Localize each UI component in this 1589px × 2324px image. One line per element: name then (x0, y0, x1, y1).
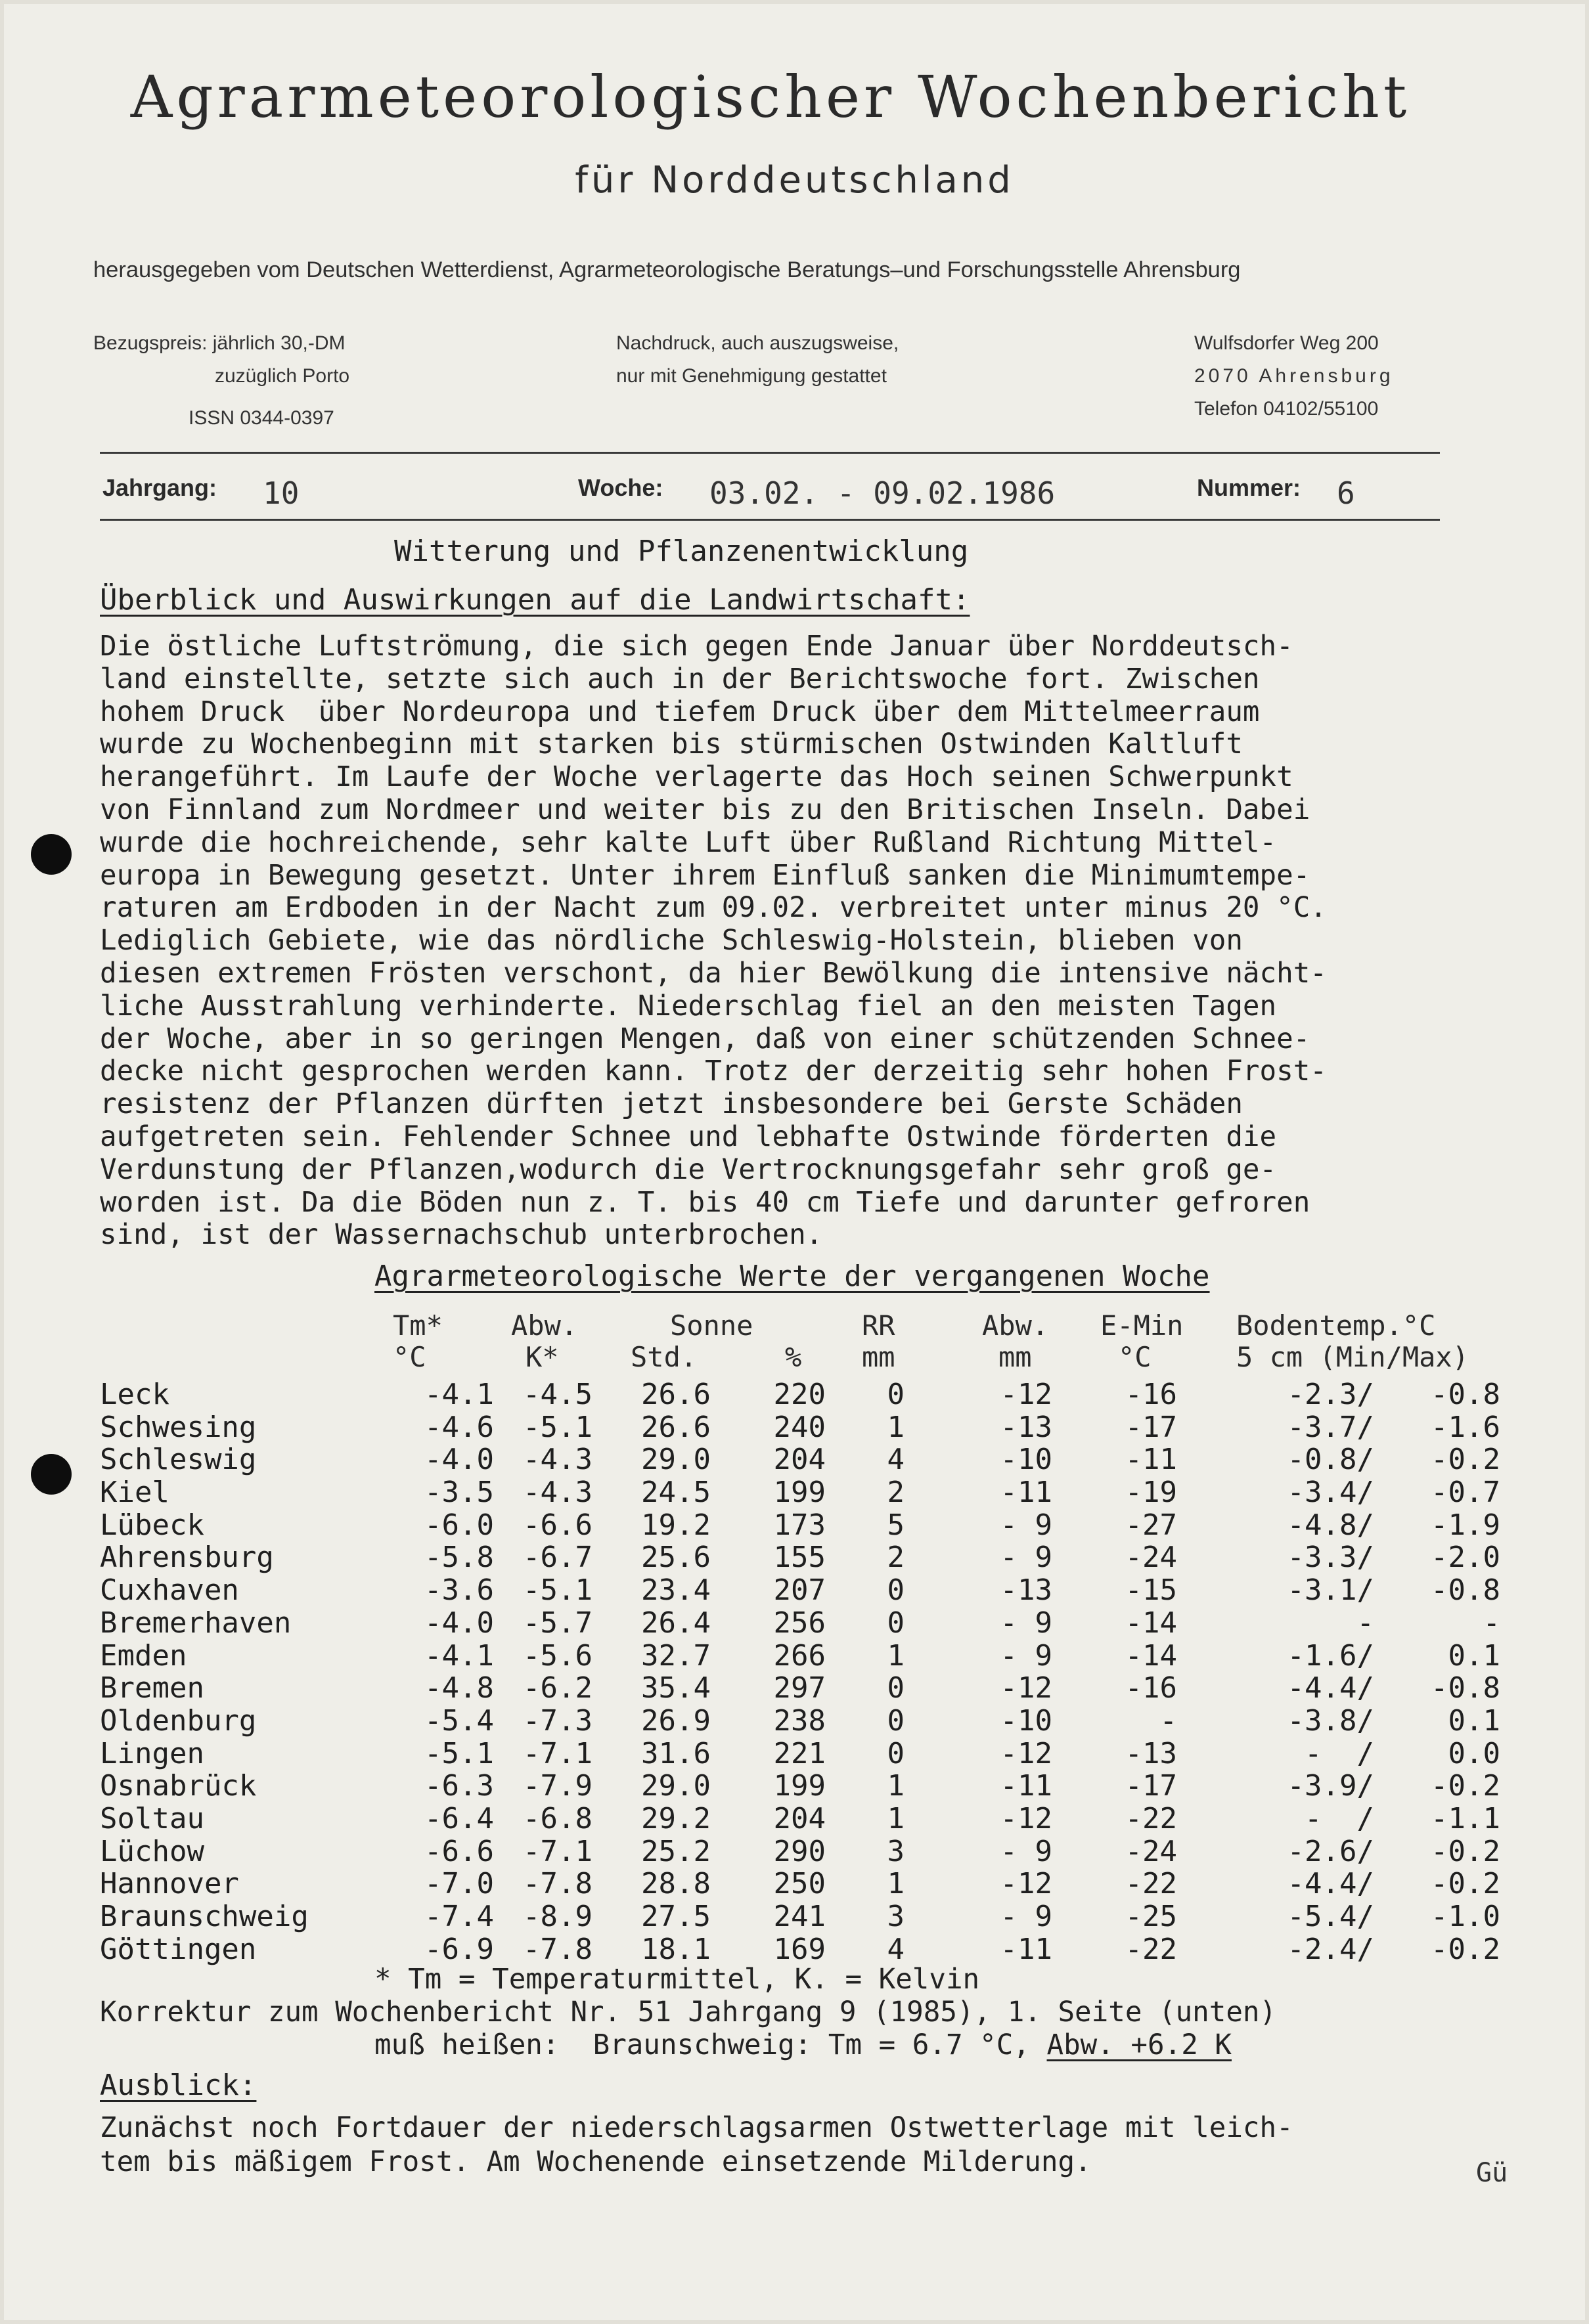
punch-hole-bottom (31, 1454, 72, 1495)
paragraph-line: der Woche, aber in so geringen Mengen, daß von einer schützenden Schnee- (100, 1022, 1310, 1055)
paragraph-line: europa in Bewegung gesetzt. Unter ihrem Einfluß sanken die Minimumtempe- (100, 859, 1310, 892)
cell-abw-k: -6.7 (523, 1541, 593, 1575)
cell-ground-min: -24 (1125, 1834, 1177, 1868)
header-rule-top (100, 452, 1440, 454)
cell-sun-percent: 204 (773, 1801, 826, 1835)
cell-sun-percent: 173 (773, 1508, 826, 1542)
cell-sun-percent: 220 (773, 1378, 826, 1411)
table-row (100, 1802, 1545, 1835)
cell-precip-deviation: -12 (1000, 1801, 1052, 1835)
cell-abw-k: -7.8 (523, 1867, 593, 1901)
hdr-bodentemp: Bodentemp.°C (1236, 1309, 1436, 1342)
cell-precip-deviation: -12 (1000, 1736, 1052, 1770)
table-row (100, 1769, 1545, 1802)
jahrgang-value: 10 (263, 475, 300, 511)
cell-sun-hours: 28.8 (641, 1867, 711, 1901)
station-name: Lingen (100, 1736, 204, 1770)
cell-soil-max: 0.1 (1448, 1703, 1500, 1738)
cell-sun-percent: 240 (773, 1410, 826, 1444)
cell-sun-hours: 26.6 (641, 1378, 711, 1411)
price-block (93, 327, 349, 435)
table-title: Agrarmeteorologische Werte der vergangenen Woche (374, 1260, 1210, 1293)
cell-precip-deviation: -10 (1000, 1443, 1052, 1477)
cell-precip: 0 (887, 1703, 905, 1738)
cell-soil-min: -0.8/ (1287, 1443, 1374, 1477)
cell-precip-deviation: -12 (1000, 1671, 1052, 1705)
cell-precip: 3 (887, 1834, 905, 1868)
hdr-sonne-pct: % (785, 1341, 802, 1373)
cell-soil-min: -3.7/ (1287, 1410, 1374, 1444)
paragraph-line: aufgetreten sein. Fehlender Schnee und lebhafte Ostwinde förderten die (100, 1120, 1277, 1153)
cell-precip: 3 (887, 1900, 905, 1933)
station-name: Soltau (100, 1801, 204, 1835)
table-footnote: * Tm = Temperaturmittel, K. = Kelvin (374, 1963, 980, 1996)
station-name: Hannover (100, 1867, 239, 1901)
cell-soil-max: 0.0 (1448, 1736, 1500, 1770)
cell-sun-percent: 155 (773, 1541, 826, 1575)
cell-precip-deviation: - 9 (1000, 1900, 1052, 1933)
paragraph-line: resistenz der Pflanzen dürften jetzt insbesondere bei Gerste Schäden (100, 1088, 1243, 1121)
cell-sun-hours: 25.6 (641, 1541, 711, 1575)
cell-abw-k: -4.3 (523, 1443, 593, 1477)
document-subtitle: für Norddeutschland (575, 159, 1014, 202)
cell-soil-min: -5.4/ (1287, 1900, 1374, 1933)
table-row (100, 1508, 1545, 1541)
report-heading: Witterung und Pflanzenentwicklung (394, 535, 969, 568)
cell-soil-max: -1.9 (1431, 1508, 1500, 1542)
cell-ground-min: -16 (1125, 1671, 1177, 1705)
cell-precip: 2 (887, 1541, 905, 1575)
cell-soil-max: -0.2 (1431, 1769, 1500, 1803)
cell-abw-k: -5.7 (523, 1606, 593, 1640)
cell-sun-percent: 238 (773, 1703, 826, 1738)
hdr-abw-mm: Abw. (982, 1309, 1049, 1342)
cell-soil-max: -0.7 (1431, 1476, 1500, 1510)
cell-sun-hours: 19.2 (641, 1508, 711, 1542)
overview-paragraph (100, 630, 1327, 1252)
cell-precip: 1 (887, 1801, 905, 1835)
cell-precip: 1 (887, 1638, 905, 1673)
cell-tm: -4.1 (424, 1378, 494, 1411)
hdr-rr: RR (862, 1309, 895, 1342)
cell-soil-max: -1.1 (1431, 1801, 1500, 1835)
cell-soil-min: -3.3/ (1287, 1541, 1374, 1575)
cell-soil-min: -4.4/ (1287, 1671, 1374, 1705)
cell-soil-max: -0.8 (1431, 1573, 1500, 1608)
station-name: Bremen (100, 1671, 204, 1705)
cell-sun-percent: 290 (773, 1834, 826, 1868)
nummer-label: Nummer: (1197, 474, 1301, 501)
cell-soil-max: -0.2 (1431, 1867, 1500, 1901)
cell-soil-max: -0.8 (1431, 1671, 1500, 1705)
cell-soil-max: -0.8 (1431, 1378, 1500, 1411)
station-name: Leck (100, 1378, 169, 1411)
cell-tm: -5.1 (424, 1736, 494, 1770)
cell-soil-min: - / (1305, 1801, 1374, 1835)
table-row (100, 1541, 1545, 1573)
woche-value: 03.02. - 09.02.1986 (709, 475, 1056, 511)
cell-soil-max: -1.6 (1431, 1410, 1500, 1444)
station-name: Göttingen (100, 1932, 257, 1966)
hdr-tm: Tm* (393, 1309, 443, 1342)
table-row (100, 1476, 1545, 1508)
table-row (100, 1639, 1545, 1672)
cell-soil-min: -3.8/ (1287, 1703, 1374, 1738)
cell-abw-k: -4.5 (523, 1378, 593, 1411)
paragraph-line: von Finnland zum Nordmeer und weiter bis zu den Britischen Inseln. Dabei (100, 793, 1310, 826)
cell-tm: -6.3 (424, 1769, 494, 1803)
table-row (100, 1933, 1545, 1965)
cell-abw-k: -6.6 (523, 1508, 593, 1542)
cell-tm: -6.4 (424, 1801, 494, 1835)
correction-text: muß heißen: Braunschweig: Tm = 6.7 °C, (374, 2029, 1047, 2061)
cell-soil-min: -3.1/ (1287, 1573, 1374, 1608)
paragraph-line: sind, ist der Wassernachschub unterbrochen. (100, 1219, 823, 1252)
cell-ground-min: -22 (1125, 1801, 1177, 1835)
station-name: Ahrensburg (100, 1541, 274, 1575)
station-name: Osnabrück (100, 1769, 257, 1803)
paragraph-line: raturen am Erdboden in der Nacht zum 09.02. verbreitet unter minus 20 °C. (100, 892, 1327, 925)
cell-sun-percent: 266 (773, 1638, 826, 1673)
table-row (100, 1704, 1545, 1737)
cell-abw-k: -4.3 (523, 1476, 593, 1510)
cell-abw-k: -6.8 (523, 1801, 593, 1835)
cell-sun-percent: 297 (773, 1671, 826, 1705)
hdr-abw-unit: K* (526, 1341, 559, 1373)
cell-precip: 1 (887, 1769, 905, 1803)
station-name: Lübeck (100, 1508, 204, 1542)
paragraph-line: Verdunstung der Pflanzen,wodurch die Vertrocknungsgefahr sehr groß ge- (100, 1153, 1277, 1186)
cell-ground-min: -22 (1125, 1867, 1177, 1901)
cell-precip-deviation: -13 (1000, 1573, 1052, 1608)
station-name: Oldenburg (100, 1703, 257, 1738)
cell-tm: -6.0 (424, 1508, 494, 1542)
cell-sun-percent: 207 (773, 1573, 826, 1608)
station-name: Kiel (100, 1476, 169, 1510)
cell-sun-percent: 221 (773, 1736, 826, 1770)
cell-precip-deviation: -11 (1000, 1932, 1052, 1966)
cell-precip: 0 (887, 1671, 905, 1705)
cell-ground-min: -13 (1125, 1736, 1177, 1770)
cell-soil-max: -0.2 (1431, 1834, 1500, 1868)
cell-soil-min: -2.6/ (1287, 1834, 1374, 1868)
nummer-value: 6 (1337, 475, 1355, 511)
paragraph-line: diesen extremen Frösten verschont, da hier Bewölkung die intensive nächt- (100, 957, 1327, 990)
table-row (100, 1573, 1545, 1606)
cell-soil-max: -2.0 (1431, 1541, 1500, 1575)
hdr-tm-unit: °C (393, 1341, 426, 1373)
paragraph-line: wurde die hochreichende, sehr kalte Luft über Rußland Richtung Mittel- (100, 826, 1277, 859)
cell-precip-deviation: - 9 (1000, 1606, 1052, 1640)
cell-tm: -6.6 (424, 1834, 494, 1868)
cell-precip-deviation: - 9 (1000, 1508, 1052, 1542)
cell-abw-k: -6.2 (523, 1671, 593, 1705)
cell-sun-hours: 18.1 (641, 1932, 711, 1966)
cell-precip-deviation: - 9 (1000, 1541, 1052, 1575)
hdr-emin: E-Min (1100, 1309, 1184, 1342)
cell-abw-k: -5.1 (523, 1410, 593, 1444)
cell-tm: -4.0 (424, 1606, 494, 1640)
document-title: Agrarmeteorologischer Wochenbericht (130, 63, 1411, 131)
cell-precip: 2 (887, 1476, 905, 1510)
table-row (100, 1411, 1545, 1443)
hdr-abw-mm-unit: mm (998, 1341, 1032, 1373)
weather-table (100, 1378, 1545, 1965)
address-street: Wulfsdorfer Weg 200 (1194, 332, 1379, 354)
cell-soil-min: -3.9/ (1287, 1769, 1374, 1803)
cell-precip-deviation: -12 (1000, 1378, 1052, 1411)
cell-soil-max: -0.2 (1431, 1932, 1500, 1966)
cell-tm: -5.8 (424, 1541, 494, 1575)
table-row (100, 1737, 1545, 1770)
cell-precip: 1 (887, 1867, 905, 1901)
cell-sun-hours: 29.0 (641, 1443, 711, 1477)
cell-abw-k: -7.1 (523, 1736, 593, 1770)
cell-precip: 0 (887, 1736, 905, 1770)
cell-sun-percent: 199 (773, 1476, 826, 1510)
reprint-notice (616, 327, 899, 393)
woche-label: Woche: (578, 474, 663, 501)
cell-sun-hours: 29.0 (641, 1769, 711, 1803)
cell-tm: -6.9 (424, 1932, 494, 1966)
hdr-rr-unit: mm (862, 1341, 895, 1373)
jahrgang-label: Jahrgang: (102, 474, 217, 501)
cell-ground-min: -14 (1125, 1606, 1177, 1640)
section-outlook-title: Ausblick: (100, 2069, 257, 2102)
hdr-abw: Abw. (511, 1309, 578, 1342)
station-name: Cuxhaven (100, 1573, 239, 1608)
cell-sun-hours: 23.4 (641, 1573, 711, 1608)
cell-abw-k: -7.3 (523, 1703, 593, 1738)
price-line: Bezugspreis: jährlich 30,-DM (93, 332, 346, 354)
cell-precip: 5 (887, 1508, 905, 1542)
issn-line: ISSN 0344-0397 (189, 407, 334, 429)
hdr-sonne-std: Std. (631, 1341, 698, 1373)
cell-sun-hours: 27.5 (641, 1900, 711, 1933)
cell-tm: -4.1 (424, 1638, 494, 1673)
cell-soil-min: -3.4/ (1287, 1476, 1374, 1510)
signature-initials: Gü (1476, 2158, 1508, 2188)
cell-abw-k: -5.6 (523, 1638, 593, 1673)
paragraph-line: herangeführt. Im Laufe der Woche verlagerte das Hoch seinen Schwerpunkt (100, 761, 1293, 794)
table-row (100, 1671, 1545, 1704)
cell-soil-min: - / (1305, 1736, 1374, 1770)
cell-soil-min: -1.6/ (1287, 1638, 1374, 1673)
cell-sun-percent: 256 (773, 1606, 826, 1640)
cell-tm: -3.6 (424, 1573, 494, 1608)
outlook-line-1: Zunächst noch Fortdauer der niederschlagsarmen Ostwetterlage mit leich- (100, 2112, 1293, 2144)
table-row (100, 1900, 1545, 1933)
cell-ground-min: -27 (1125, 1508, 1177, 1542)
cell-abw-k: -8.9 (523, 1900, 593, 1933)
station-name: Emden (100, 1638, 187, 1673)
cell-sun-hours: 26.6 (641, 1410, 711, 1444)
cell-tm: -5.4 (424, 1703, 494, 1738)
paragraph-line: Lediglich Gebiete, wie das nördliche Schleswig-Holstein, blieben von (100, 925, 1243, 957)
cell-precip-deviation: - 9 (1000, 1834, 1052, 1868)
cell-abw-k: -7.1 (523, 1834, 593, 1868)
cell-ground-min: -24 (1125, 1541, 1177, 1575)
cell-precip: 4 (887, 1932, 905, 1966)
cell-soil-max: -0.2 (1431, 1443, 1500, 1477)
cell-ground-min: -17 (1125, 1769, 1177, 1803)
cell-soil-min: - (1356, 1606, 1374, 1640)
cell-sun-hours: 24.5 (641, 1476, 711, 1510)
cell-precip-deviation: -12 (1000, 1867, 1052, 1901)
cell-soil-max: 0.1 (1448, 1638, 1500, 1673)
paragraph-line: Die östliche Luftströmung, die sich gegen Ende Januar über Norddeutsch- (100, 630, 1293, 663)
hdr-emin-unit: °C (1118, 1341, 1152, 1373)
paragraph-line: liche Ausstrahlung verhinderte. Niederschlag fiel an den meisten Tagen (100, 990, 1277, 1022)
cell-precip: 0 (887, 1606, 905, 1640)
punch-hole-top (31, 834, 72, 875)
cell-ground-min: -15 (1125, 1573, 1177, 1608)
cell-tm: -4.0 (424, 1443, 494, 1477)
cell-ground-min: -22 (1125, 1932, 1177, 1966)
cell-precip-deviation: -10 (1000, 1703, 1052, 1738)
hdr-bodentemp-unit: 5 cm (Min/Max) (1236, 1341, 1469, 1373)
station-name: Bremerhaven (100, 1606, 292, 1640)
cell-ground-min: -17 (1125, 1410, 1177, 1444)
table-row (100, 1835, 1545, 1868)
cell-precip-deviation: -13 (1000, 1410, 1052, 1444)
header-rule-bottom (100, 519, 1440, 521)
address-city: 2070 Ahrensburg (1194, 365, 1394, 387)
cell-tm: -3.5 (424, 1476, 494, 1510)
table-row (100, 1867, 1545, 1900)
cell-sun-percent: 204 (773, 1443, 826, 1477)
cell-tm: -4.8 (424, 1671, 494, 1705)
cell-soil-max: -1.0 (1431, 1900, 1500, 1933)
station-name: Schleswig (100, 1443, 257, 1477)
cell-tm: -7.4 (424, 1900, 494, 1933)
hdr-sonne: Sonne (670, 1309, 753, 1342)
address-phone: Telefon 04102/55100 (1194, 398, 1379, 420)
cell-precip: 0 (887, 1378, 905, 1411)
table-row (100, 1606, 1545, 1639)
correction-line-1: Korrektur zum Wochenbericht Nr. 51 Jahrgang 9 (1985), 1. Seite (unten) (100, 1996, 1277, 2028)
cell-soil-min: -4.4/ (1287, 1867, 1374, 1901)
paragraph-line: decke nicht gesprochen werden kann. Trotz der derzeitig sehr hohen Frost- (100, 1055, 1327, 1088)
address-block (1194, 327, 1394, 426)
cell-ground-min: -14 (1125, 1638, 1177, 1673)
cell-ground-min: -25 (1125, 1900, 1177, 1933)
postage-line: zuzüglich Porto (215, 365, 350, 387)
cell-precip-deviation: - 9 (1000, 1638, 1052, 1673)
publisher-line: herausgegeben vom Deutschen Wetterdienst, Agrarmeteorologische Beratungs–und Forschungsstelle Ahrensburg (93, 257, 1241, 282)
paragraph-line: worden ist. Da die Böden nun z. T. bis 40 cm Tiefe und darunter gefroren (100, 1186, 1310, 1219)
cell-abw-k: -5.1 (523, 1573, 593, 1608)
cell-precip: 1 (887, 1410, 905, 1444)
cell-ground-min: -19 (1125, 1476, 1177, 1510)
table-row (100, 1378, 1545, 1411)
table-row (100, 1443, 1545, 1476)
station-name: Braunschweig (100, 1900, 309, 1933)
paragraph-line: hohem Druck über Nordeuropa und tiefem Druck über dem Mittelmeerraum (100, 695, 1260, 728)
cell-soil-min: -4.8/ (1287, 1508, 1374, 1542)
cell-ground-min: -16 (1125, 1378, 1177, 1411)
cell-soil-min: -2.3/ (1287, 1378, 1374, 1411)
section-overview-title: Überblick und Auswirkungen auf die Landwirtschaft: (100, 583, 970, 617)
cell-precip: 0 (887, 1573, 905, 1608)
outlook-line-2: tem bis mäßigem Frost. Am Wochenende einsetzende Milderung. (100, 2146, 1092, 2178)
cell-tm: -4.6 (424, 1410, 494, 1444)
correction-line-2 (374, 2029, 1232, 2061)
station-name: Schwesing (100, 1410, 257, 1444)
reprint-line-2: nur mit Genehmigung gestattet (616, 365, 887, 387)
cell-sun-percent: 199 (773, 1769, 826, 1803)
correction-underlined: Abw. +6.2 K (1046, 2029, 1232, 2061)
cell-sun-hours: 35.4 (641, 1671, 711, 1705)
cell-precip-deviation: -11 (1000, 1476, 1052, 1510)
reprint-line-1: Nachdruck, auch auszugsweise, (616, 332, 899, 354)
cell-sun-hours: 25.2 (641, 1834, 711, 1868)
cell-abw-k: -7.9 (523, 1769, 593, 1803)
cell-sun-hours: 31.6 (641, 1736, 711, 1770)
cell-sun-hours: 26.9 (641, 1703, 711, 1738)
station-name: Lüchow (100, 1834, 204, 1868)
cell-sun-hours: 29.2 (641, 1801, 711, 1835)
paragraph-line: wurde zu Wochenbeginn mit starken bis stürmischen Ostwinden Kaltluft (100, 728, 1243, 761)
cell-precip: 4 (887, 1443, 905, 1477)
cell-ground-min: - (1159, 1703, 1177, 1738)
cell-precip-deviation: -11 (1000, 1769, 1052, 1803)
cell-soil-min: -2.4/ (1287, 1932, 1374, 1966)
cell-tm: -7.0 (424, 1867, 494, 1901)
cell-sun-percent: 169 (773, 1932, 826, 1966)
cell-sun-hours: 32.7 (641, 1638, 711, 1673)
cell-abw-k: -7.8 (523, 1932, 593, 1966)
cell-soil-max: - (1483, 1606, 1500, 1640)
cell-sun-hours: 26.4 (641, 1606, 711, 1640)
cell-sun-percent: 250 (773, 1867, 826, 1901)
paragraph-line: land einstellte, setzte sich auch in der Berichtswoche fort. Zwischen (100, 663, 1260, 695)
cell-sun-percent: 241 (773, 1900, 826, 1933)
cell-ground-min: -11 (1125, 1443, 1177, 1477)
